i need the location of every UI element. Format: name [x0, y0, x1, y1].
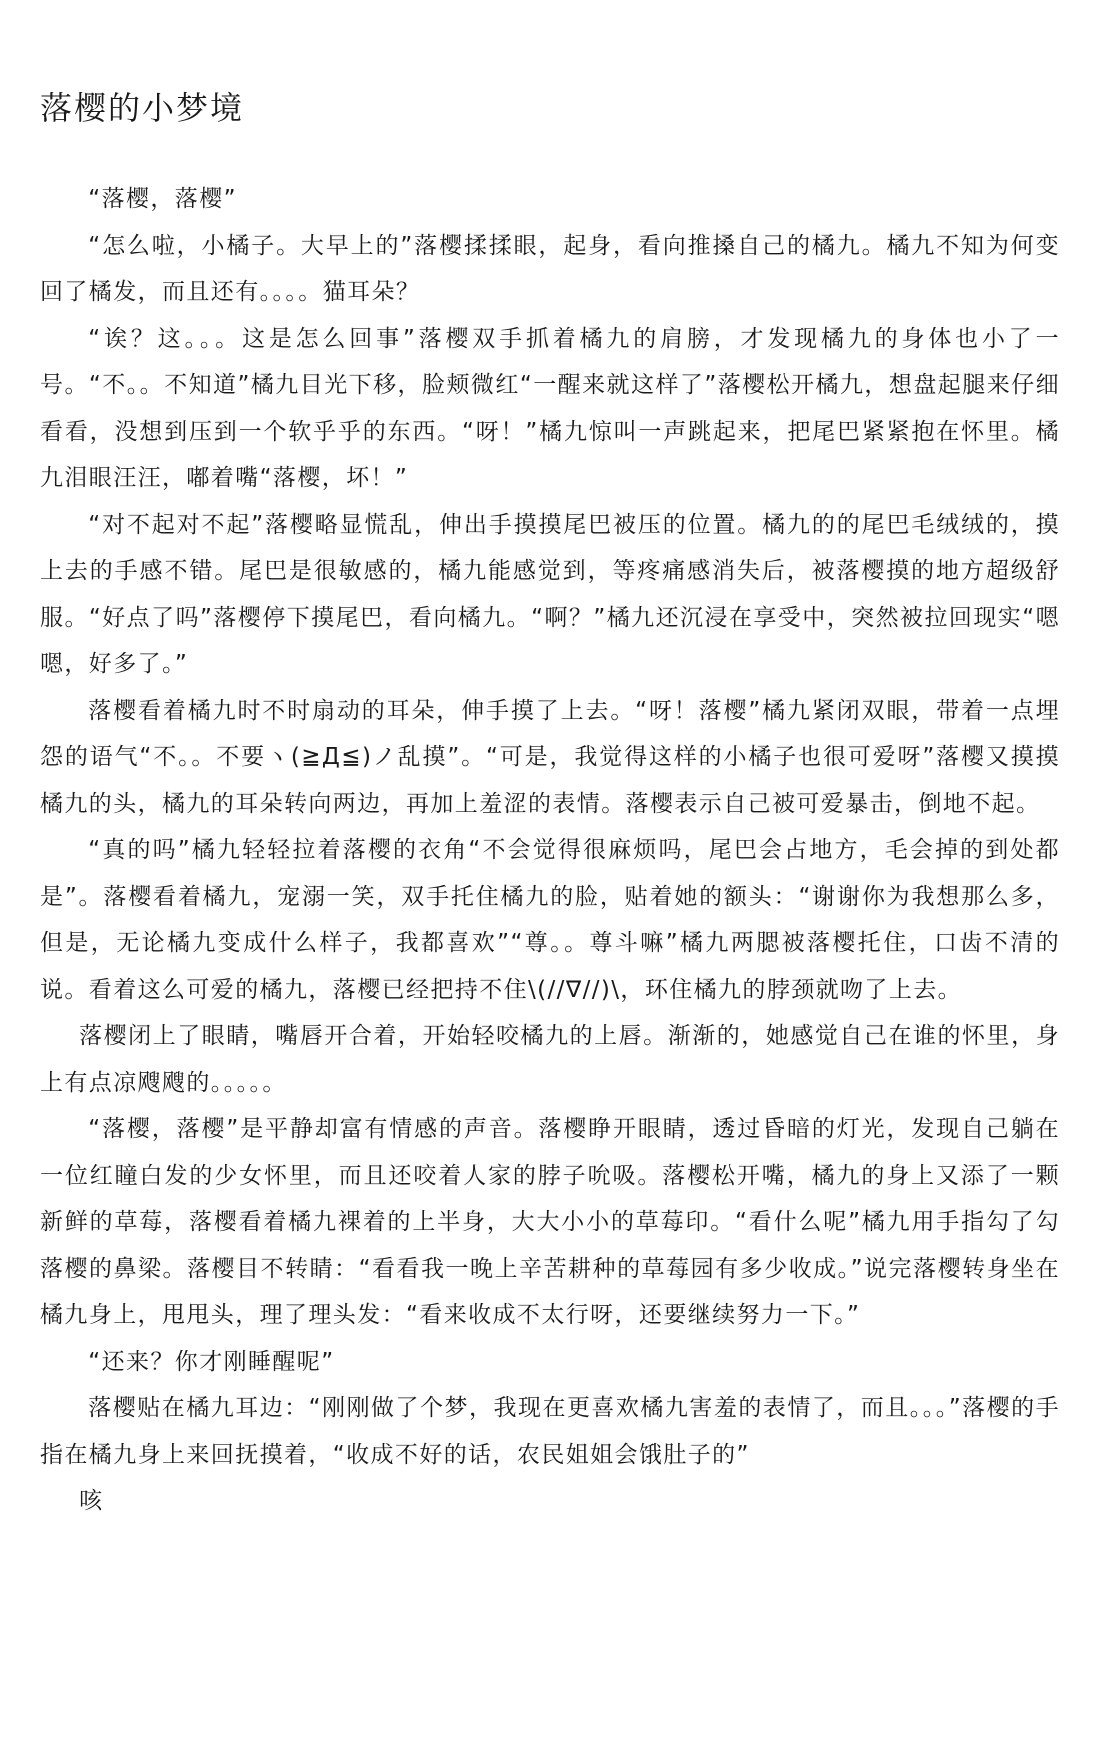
paragraph: “落樱，落樱”是平静却富有情感的声音。落樱睁开眼睛，透过昏暗的灯光，发现自己躺在一位红瞳白发的少女怀里，而且还咬着人家的脖子吮吸。落樱松开嘴，橘九的身上又添了一颗新鲜的草莓，落樱看着橘九裸着的上半身，大大小小的草莓印。“看什么呢”橘九用手指勾了勾落樱的鼻梁。落樱目不转睛：“看看我一晚上辛苦耕种的草莓园有多少收成。”说完落樱转身坐在橘九身上，甩甩头，理了理头发：“看来收成不太行呀，还要继续努力一下。”: [40, 1116, 1060, 1328]
paragraph: “真的吗”橘九轻轻拉着落樱的衣角“不会觉得很麻烦吗，尾巴会占地方，毛会掉的到处都是”。落樱看着橘九，宠溺一笑，双手托住橘九的脸，贴着她的额头：“谢谢你为我想那么多，但是，无论橘九变成什么样子，我都喜欢”“尊。。尊斗嘛”橘九两腮被落樱托住，口齿不清的说。看着这么可爱的橘九，落樱已经把持不住\(//∇//)\，环住橘九的脖颈就吻了上去。: [40, 837, 1060, 1003]
paragraph: 落樱闭上了眼睛，嘴唇开合着，开始轻咬橘九的上唇。渐渐的，她感觉自己在谁的怀里，身上有点凉飕飕的。。。。。: [40, 1023, 1060, 1096]
paragraph: 咳: [79, 1488, 104, 1514]
paragraph: 落樱看着橘九时不时扇动的耳朵，伸手摸了上去。“呀！落樱”橘九紧闭双眼，带着一点埋怨的语气“不。。不要ヽ(≧Д≦)ノ乱摸”。“可是，我觉得这样的小橘子也很可爱呀”落樱又摸摸橘九的头，橘九的耳朵转向两边，再加上羞涩的表情。落樱表示自己被可爱暴击，倒地不起。: [40, 697, 1060, 817]
paragraph: “还来？你才刚睡醒呢”: [88, 1348, 335, 1375]
paragraph: “对不起对不起”落樱略显慌乱，伸出手摸摸尾巴被压的位置。橘九的的尾巴毛绒绒的，摸上去的手感不错。尾巴是很敏感的，橘九能感觉到，等疼痛感消失后，被落樱摸的地方超级舒服。“好点了吗”落樱停下摸尾巴，看向橘九。“啊？”橘九还沉浸在享受中，突然被拉回现实“嗯嗯，好多了。”: [40, 511, 1060, 677]
document-page: [40, 88, 1060, 1525]
paragraph: “诶？这。。。这是怎么回事”落樱双手抓着橘九的肩膀，才发现橘九的身体也小了一号。“不。。不知道”橘九目光下移，脸颊微红“一醒来就这样了”落樱松开橘九，想盘起腿来仔细看看，没想到压到一个软乎乎的东西。“呀！”橘九惊叫一声跳起来，把尾巴紧紧抱在怀里。橘九泪眼汪汪，嘟着嘴“落樱，坏！”: [40, 325, 1060, 491]
paragraph: “落樱，落樱”: [88, 186, 237, 212]
paragraph: “怎么啦，小橘子。大早上的”落樱揉揉眼，起身，看向推搡自己的橘九。橘九不知为何变回了橘发，而且还有。。。。猫耳朵？: [40, 232, 1060, 305]
document-title: 落樱的小梦境: [40, 89, 245, 127]
paragraph: 落樱贴在橘九耳边：“刚刚做了个梦，我现在更喜欢橘九害羞的表情了，而且。。。”落樱的手指在橘九身上来回抚摸着，“收成不好的话，农民姐姐会饿肚子的”: [40, 1395, 1060, 1468]
